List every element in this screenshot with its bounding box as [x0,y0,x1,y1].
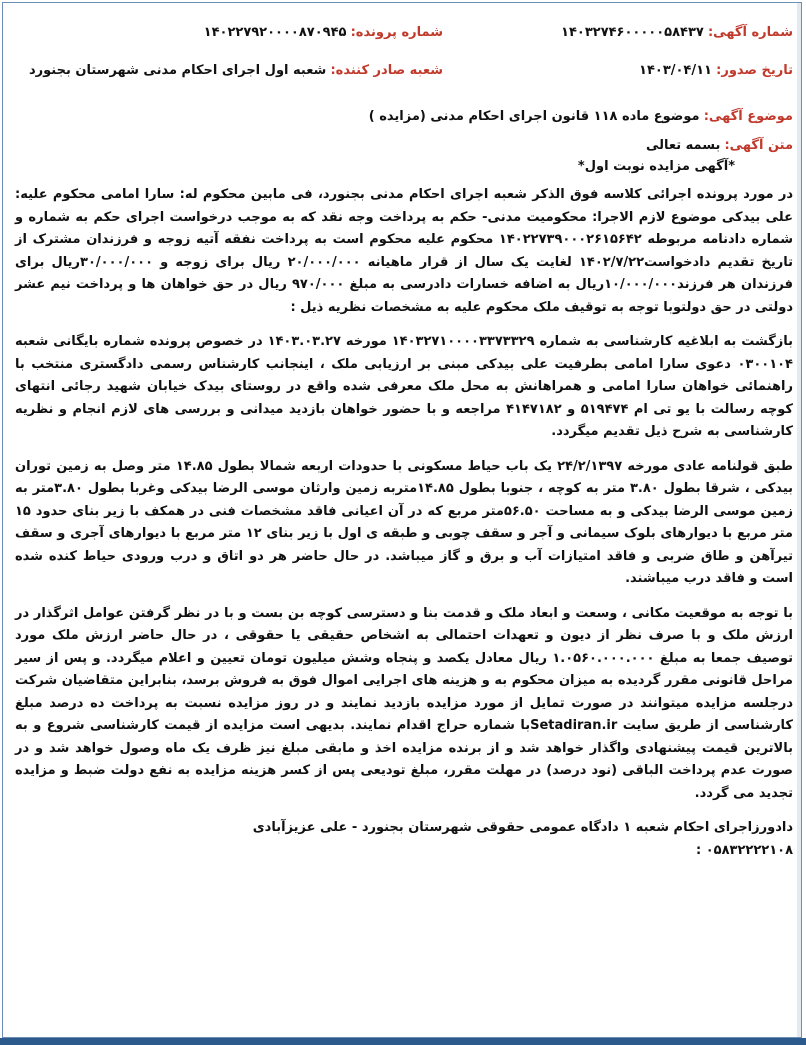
notice-content [15,25,793,862]
issuer [29,63,443,78]
bismillah: بسمه تعالی [645,138,721,153]
header-row-1 [15,25,793,63]
issue-date [639,63,793,78]
auction-title: *آگهی مزایده نوبت اول* [577,159,735,174]
website-link[interactable]: Setadiran.ir [530,718,618,733]
ad-number-value: ۱۴۰۳۲۷۴۶۰۰۰۰۰۵۸۴۳۷ [561,25,704,40]
subject-value: موضوع ماده ۱۱۸ قانون اجرای احکام مدنی (مزایده ) [368,109,700,124]
case-number [204,25,443,40]
issue-date-value: ۱۴۰۳/۰۴/۱۱ [639,63,712,78]
signature: دادورزاجرای احکام شعبه ۱ دادگاه عمومی حقوقی شهرستان بجنورد - علی عزیزآبادی [252,820,793,835]
case-number-value: ۱۴۰۲۲۷۹۲۰۰۰۰۸۷۰۹۴۵ [203,25,347,40]
ad-number [561,25,793,40]
ad-number-label: شماره آگهی: [707,25,793,40]
body-label: متن آگهی: [724,138,793,153]
case-number-label: شماره پرونده: [350,25,443,40]
phone-number: ۰۵۸۳۲۲۲۲۱۰۸ : [695,842,793,858]
auction-terms-text: با شماره حراج اقدام نمایند. بدیهی است مزایده از قیمت کارشناسی شروع و به بالاترین قیمت پیشنهادی واگذار خواهد شد و از برنده مزایده اخذ و مابقی مبلغ نیز ظرف یک ماه وصول خواهد شد و در صورت عدم پرداخت الباقی (نود درصد) در مهلت مقرر، مبلغ تودیعی پس از کسر هزینه مزایده به نفع دولت ضبط و مزایده تجدید می گردد. [15,718,793,801]
notice-body [15,184,793,862]
bottom-bar [0,1038,806,1045]
subject-row [15,109,793,124]
issuer-label: شعبه صادر کننده: [330,63,443,78]
paragraph-valuation [15,603,793,806]
notice-frame [2,2,802,1038]
paragraph-expert-visit: بازگشت به ابلاغیه کارشناسی به شماره ۱۴۰۳۲۷۱۰۰۰۰۳۳۷۳۳۲۹ مورخه ۱۴۰۳.۰۳.۲۷ در خصوص پرونده شماره بایگانی شعبه ۰۳۰۰۱۰۴ دعوی سارا امامی بطرفیت علی بیدکی مبنی بر ارزیابی ملک ، اینجانب کارشناس رسمی دادگستری منتخب با راهنمائی خواهان سارا امامی و همراهانش به محل ملک معرفی شده واقع در روستای بیدک خیابان شهید رجائی انتهای کوچه رسالت با یو تی ام ۵۱۹۴۷۴ و ۴۱۴۷۱۸۲ مراجعه و با حضور خواهان بازدید میدانی و بررسی های لازم انجام و نظریه کارشناسی به شرح ذیل تقدیم میگردد. [15,334,794,439]
body-label-row [15,138,793,153]
signature-block [15,817,793,862]
paragraph-case: در مورد پرونده اجرائی کلاسه فوق الذکر شعبه اجرای احکام مدنی بجنورد، فی مابین محکوم له: سارا امامی محکوم علیه: علی بیدکی موضوع لازم الاجرا: محکومیت مدنی- حکم به پرداخت وجه نقد که به موجب درخواست اجرای حکم به شماره و شماره دادنامه مربوطه ۱۴۰۲۲۷۳۹۰۰۰۲۶۱۵۶۴۲ محکوم علیه محکوم است به پرداخت نفقه آتیه زوجه و فرزندان مشترک از تاریخ تقدیم دادخواست۱۴۰۲/۷/۲۲ لغایت یک سال از قرار ماهیانه ۲۰/۰۰۰/۰۰۰ ریال برای زوجه و ۳۰/۰۰۰/۰۰۰ریال برای فرزندان هر فرزند۱۰/۰۰۰/۰۰۰ریال به اضافه خسارات دادرسی به مبلغ ۹۷۰/۰۰۰ ریال در حق خواهان ها و پرداخت نیم عشر دولتی در حق دولتوبا توجه به توقیف ملک محکوم علیه به مشخصات نظریه ذیل : [15,187,794,315]
auction-title-row [15,159,735,174]
valuation-text: با توجه به موقعیت مکانی ، وسعت و ابعاد ملک و قدمت بنا و دسترسی کوچه بن بست و با در نظر گرفتن عوامل اثرگذار در ارزش ملک و با صرف نظر از دیون و تعهدات احتمالی به اشخاص حقیقی یا حقوقی ، در حال حاضر ارزش ملک مورد توصیف جمعا به مبلغ ۱.۰۵۶۰.۰۰۰.۰۰۰ ریال معادل یکصد و پنجاه وشش میلیون تومان تعیین و اعلام میگردد. و پس از سیر مراحل قانونی مقرر گردیده به میزان محکوم به و هزینه های اجرایی اموال فوق به فروش برسد، بنابراین متقاضیان شرکت درجلسه مزایده میتوانند در صورت تمایل از مورد مزایده بازدید نمایند و در روز مزایده نسبت به پرداخت ده درصد مبلغ کارشناسی از طریق سایت [15,605,793,733]
issue-date-label: تاریخ صدور: [716,63,793,78]
subject-label: موضوع آگهی: [703,109,793,124]
issuer-value: شعبه اول اجرای احکام مدنی شهرستان بجنورد [28,63,327,78]
paragraph-property-description: طبق قولنامه عادی مورخه ۲۴/۲/۱۳۹۷ یک باب حیاط مسکونی با حدودات اربعه شمالا بطول ۱۴.۸۵ متر وصل به زمین توران بیدکی ، شرقا بطول ۳.۸۰ متر به کوچه ، جنوبا بطول ۱۴.۸۵متربه زمین وارثان موسی الرضا بیدکی وغربا بطول ۳.۸۰متر به زمین موسی الرضا بیدکی و به مساحت ۵۶.۵۰متر مربع که در آن اعیانی فاقد مشخصات فنی در همکف با زیر بنای حدود ۱۵ متر مربع با دیوارهای بلوک سیمانی و آجر و سقف چوبی و طبقه ی اول با زیر بنای ۱۲ متر مربع با دیوارهای آجری و سقف تیرآهن و طاق ضربی و فاقد امتیازات آب و برق و گاز میباشد. در حال حاضر هر دو اتاق و درب ورودی حیاط کنده شده است و فاقد درب میباشند. [15,458,794,586]
scrollbar[interactable] [797,3,801,1037]
header-row-2 [15,63,793,101]
